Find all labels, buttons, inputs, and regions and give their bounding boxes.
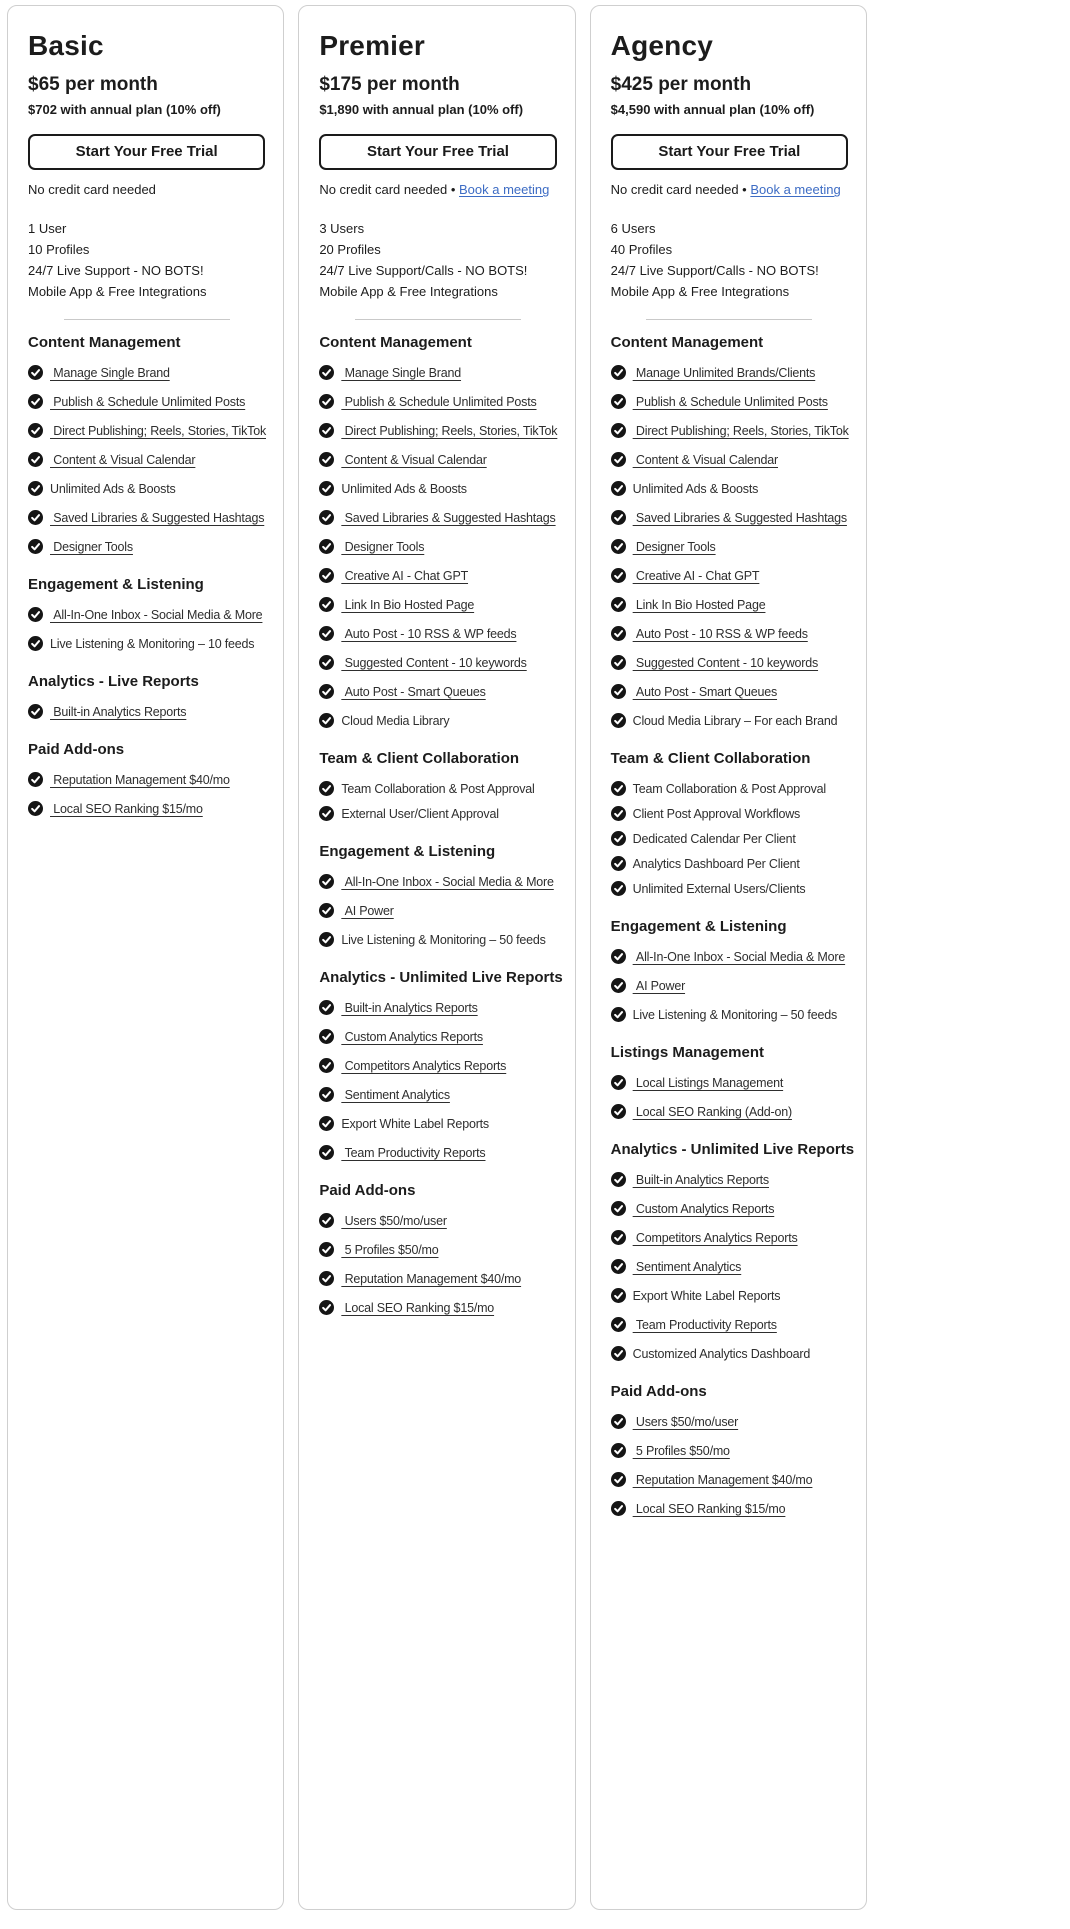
check-circle-icon (611, 1443, 626, 1458)
no-credit-card-text: No credit card needed • (319, 182, 460, 197)
check-circle-icon (319, 481, 334, 496)
feature-item (319, 932, 556, 947)
feature-link[interactable]: Direct Publishing; Reels, Stories, TikTok (632, 423, 849, 438)
divider (355, 319, 521, 320)
feature-link[interactable]: Saved Libraries & Suggested Hashtags (632, 510, 847, 525)
check-circle-icon (611, 978, 626, 993)
feature-item (611, 1201, 848, 1216)
check-circle-icon (611, 394, 626, 409)
feature-link[interactable]: Built-in Analytics Reports (50, 704, 187, 719)
feature-link[interactable]: Content & Visual Calendar (50, 452, 196, 467)
check-circle-icon (28, 801, 43, 816)
check-circle-icon (319, 684, 334, 699)
feature-section (319, 969, 563, 1160)
check-circle-icon (319, 365, 334, 380)
section-title: Engagement & Listening (319, 843, 496, 860)
feature-link[interactable]: Custom Analytics Reports (341, 1029, 483, 1044)
feature-item (28, 607, 265, 622)
feature-item (28, 481, 265, 496)
check-circle-icon (319, 713, 334, 728)
section-title: Engagement & Listening (610, 918, 787, 935)
feature-section (611, 750, 848, 896)
check-circle-icon (28, 394, 43, 409)
feature-link[interactable]: Team Productivity Reports (341, 1145, 486, 1160)
check-circle-icon (611, 481, 626, 496)
check-circle-icon (611, 781, 626, 796)
feature-link[interactable]: Publish & Schedule Unlimited Posts (341, 394, 537, 409)
no-credit-card-text: No credit card needed (28, 182, 156, 197)
no-credit-card-text: No credit card needed • (610, 182, 751, 197)
feature-link[interactable]: AI Power (632, 978, 686, 993)
feature-item (611, 510, 848, 525)
check-circle-icon (611, 831, 626, 846)
plan-highlight: 1 User (28, 221, 67, 236)
plan-highlight: 10 Profiles (28, 242, 90, 257)
section-title: Content Management (610, 334, 764, 351)
section-title: Listings Management (610, 1044, 765, 1061)
feature-text: Dedicated Calendar Per Client (632, 831, 796, 846)
feature-section (611, 334, 848, 728)
book-a-meeting-link[interactable]: Book a meeting (459, 182, 550, 197)
plan-highlight: 3 Users (319, 221, 365, 236)
feature-link[interactable]: Local SEO Ranking $15/mo (50, 801, 203, 816)
check-circle-icon (319, 1213, 334, 1228)
start-free-trial-button[interactable]: Start Your Free Trial (611, 134, 848, 170)
feature-item (611, 1414, 848, 1429)
feature-text: Team Collaboration & Post Approval (632, 781, 826, 796)
check-circle-icon (611, 1317, 626, 1332)
check-circle-icon (611, 1172, 626, 1187)
feature-item (611, 856, 848, 871)
section-title: Team & Client Collaboration (319, 750, 520, 767)
check-circle-icon (611, 1104, 626, 1119)
feature-item (611, 881, 848, 896)
feature-text: Cloud Media Library (341, 713, 450, 728)
check-circle-icon (611, 856, 626, 871)
check-circle-icon (28, 607, 43, 622)
plan-monthly-price: $425 per month (610, 74, 752, 95)
feature-item (319, 806, 556, 821)
feature-section (611, 918, 848, 1022)
check-circle-icon (611, 806, 626, 821)
check-circle-icon (319, 932, 334, 947)
feature-item (319, 781, 556, 796)
feature-link[interactable]: Manage Single Brand (50, 365, 170, 380)
check-circle-icon (28, 539, 43, 554)
feature-item (319, 1116, 556, 1131)
feature-link[interactable]: Content & Visual Calendar (632, 452, 779, 467)
start-free-trial-button[interactable]: Start Your Free Trial (319, 134, 556, 170)
feature-link[interactable]: 5 Profiles $50/mo (341, 1242, 439, 1257)
feature-item (611, 1472, 848, 1487)
check-circle-icon (319, 1116, 334, 1131)
check-circle-icon (319, 1029, 334, 1044)
feature-item (611, 978, 848, 993)
feature-link[interactable]: Auto Post - Smart Queues (632, 684, 778, 699)
feature-item (611, 626, 848, 641)
feature-item (611, 949, 848, 964)
feature-link[interactable]: Sentiment Analytics (632, 1259, 742, 1274)
feature-item (611, 1443, 848, 1458)
check-circle-icon (319, 655, 334, 670)
feature-link[interactable]: Reputation Management $40/mo (50, 772, 230, 787)
feature-item (319, 452, 556, 467)
feature-link[interactable]: 5 Profiles $50/mo (632, 1443, 730, 1458)
feature-section (319, 1182, 556, 1315)
feature-text: Export White Label Reports (632, 1288, 781, 1303)
check-circle-icon (319, 1087, 334, 1102)
feature-item (319, 568, 556, 583)
check-circle-icon (319, 1300, 334, 1315)
feature-item (319, 597, 556, 612)
feature-item (611, 806, 848, 821)
feature-link[interactable]: Local SEO Ranking $15/mo (632, 1501, 786, 1516)
check-circle-icon (611, 1230, 626, 1245)
pricing-table (7, 5, 867, 1910)
feature-text: Team Collaboration & Post Approval (341, 781, 535, 796)
feature-item (611, 568, 848, 583)
feature-text: Unlimited Ads & Boosts (50, 481, 176, 496)
feature-item (611, 1172, 848, 1187)
plan-card-agency (590, 5, 867, 1910)
feature-link[interactable]: Link In Bio Hosted Page (341, 597, 475, 612)
plan-highlights (319, 218, 556, 302)
feature-item (319, 684, 556, 699)
feature-section (319, 843, 556, 947)
plan-monthly-price: $175 per month (319, 74, 460, 95)
feature-link[interactable]: Auto Post - 10 RSS & WP feeds (632, 626, 808, 641)
feature-text: Live Listening & Monitoring – 10 feeds (50, 636, 255, 651)
feature-link[interactable]: Content & Visual Calendar (341, 452, 487, 467)
feature-item (319, 1242, 556, 1257)
check-circle-icon (319, 1058, 334, 1073)
section-title: Paid Add-ons (28, 741, 125, 758)
feature-item (28, 394, 265, 409)
feature-text: Live Listening & Monitoring – 50 feeds (632, 1007, 837, 1022)
feature-link[interactable]: Local SEO Ranking (Add-on) (632, 1104, 792, 1119)
trial-note (611, 182, 848, 197)
feature-link[interactable]: Saved Libraries & Suggested Hashtags (50, 510, 265, 525)
feature-link[interactable]: Auto Post - 10 RSS & WP feeds (341, 626, 517, 641)
check-circle-icon (28, 704, 43, 719)
feature-link[interactable]: Users $50/mo/user (632, 1414, 739, 1429)
feature-link[interactable]: All-In-One Inbox - Social Media & More (341, 874, 554, 889)
check-circle-icon (611, 881, 626, 896)
feature-item (319, 423, 556, 438)
feature-link[interactable]: Custom Analytics Reports (632, 1201, 775, 1216)
feature-item (319, 903, 556, 918)
feature-link[interactable]: Reputation Management $40/mo (341, 1271, 522, 1286)
feature-item (319, 394, 556, 409)
feature-link[interactable]: Competitors Analytics Reports (632, 1230, 798, 1245)
trial-note (319, 182, 556, 197)
feature-item (611, 831, 848, 846)
feature-item (611, 1501, 848, 1516)
check-circle-icon (611, 1501, 626, 1516)
feature-link[interactable]: Manage Single Brand (341, 365, 462, 380)
feature-sections (610, 334, 855, 1516)
check-circle-icon (611, 568, 626, 583)
feature-item (319, 1145, 556, 1160)
check-circle-icon (611, 1075, 626, 1090)
feature-item (319, 1029, 556, 1044)
check-circle-icon (319, 394, 334, 409)
feature-item (319, 713, 556, 728)
feature-item (28, 801, 265, 816)
feature-item (319, 1300, 556, 1315)
feature-item (611, 394, 848, 409)
check-circle-icon (611, 655, 626, 670)
feature-item (611, 423, 848, 438)
feature-item (28, 423, 265, 438)
plan-highlight: 24/7 Live Support/Calls - NO BOTS! (610, 263, 819, 278)
feature-section (319, 334, 556, 728)
check-circle-icon (611, 713, 626, 728)
check-circle-icon (611, 1007, 626, 1022)
feature-item (319, 1087, 556, 1102)
feature-link[interactable]: Reputation Management $40/mo (632, 1472, 813, 1487)
feature-item (28, 772, 265, 787)
plan-card-basic (7, 5, 284, 1910)
section-title: Paid Add-ons (610, 1383, 707, 1400)
feature-item (319, 1213, 556, 1228)
feature-section (611, 1383, 848, 1516)
check-circle-icon (319, 597, 334, 612)
check-circle-icon (611, 539, 626, 554)
feature-section (28, 673, 265, 719)
feature-item (319, 655, 556, 670)
feature-link[interactable]: AI Power (341, 903, 394, 918)
check-circle-icon (611, 684, 626, 699)
feature-item (611, 781, 848, 796)
feature-item (28, 365, 265, 380)
feature-text: External User/Client Approval (341, 806, 499, 821)
feature-item (319, 1000, 556, 1015)
feature-sections (319, 334, 563, 1315)
check-circle-icon (28, 510, 43, 525)
feature-link[interactable]: Direct Publishing; Reels, Stories, TikTok (341, 423, 558, 438)
check-circle-icon (319, 903, 334, 918)
check-circle-icon (611, 1259, 626, 1274)
feature-link[interactable]: Built-in Analytics Reports (341, 1000, 478, 1015)
feature-link[interactable]: Creative AI - Chat GPT (341, 568, 469, 583)
check-circle-icon (319, 568, 334, 583)
plan-annual-price: $4,590 with annual plan (10% off) (610, 102, 815, 117)
section-title: Analytics - Unlimited Live Reports (319, 969, 563, 986)
plan-highlight: 20 Profiles (319, 242, 381, 257)
feature-section (28, 334, 265, 554)
section-title: Team & Client Collaboration (610, 750, 811, 767)
plan-annual-price: $702 with annual plan (10% off) (28, 102, 221, 117)
divider (646, 319, 812, 320)
section-title: Content Management (28, 334, 181, 351)
feature-item (28, 510, 265, 525)
plan-highlight: Mobile App & Free Integrations (610, 284, 790, 299)
feature-item (611, 1288, 848, 1303)
plan-highlight: 24/7 Live Support/Calls - NO BOTS! (319, 263, 528, 278)
feature-item (611, 1007, 848, 1022)
check-circle-icon (28, 636, 43, 651)
check-circle-icon (319, 423, 334, 438)
check-circle-icon (319, 781, 334, 796)
section-title: Engagement & Listening (28, 576, 204, 593)
plan-monthly-price: $65 per month (28, 74, 158, 95)
check-circle-icon (28, 452, 43, 467)
plan-title: Premier (319, 30, 426, 61)
check-circle-icon (611, 626, 626, 641)
plan-highlights (611, 218, 848, 302)
check-circle-icon (611, 1288, 626, 1303)
check-circle-icon (611, 949, 626, 964)
check-circle-icon (319, 510, 334, 525)
feature-link[interactable]: Users $50/mo/user (341, 1213, 447, 1228)
feature-section (610, 1141, 855, 1361)
feature-item (611, 713, 848, 728)
feature-text: Customized Analytics Dashboard (632, 1346, 811, 1361)
plan-title: Agency (610, 30, 714, 61)
plan-annual-price: $1,890 with annual plan (10% off) (319, 102, 524, 117)
check-circle-icon (611, 1472, 626, 1487)
check-circle-icon (319, 1242, 334, 1257)
feature-link[interactable]: Team Productivity Reports (632, 1317, 777, 1332)
check-circle-icon (28, 481, 43, 496)
feature-sections (28, 334, 265, 816)
feature-item (319, 1271, 556, 1286)
feature-link[interactable]: Direct Publishing; Reels, Stories, TikTok (50, 423, 266, 438)
check-circle-icon (28, 423, 43, 438)
feature-link[interactable]: Publish & Schedule Unlimited Posts (50, 394, 246, 409)
feature-item (611, 597, 848, 612)
plan-highlight: Mobile App & Free Integrations (319, 284, 498, 299)
feature-link[interactable]: All-In-One Inbox - Social Media & More (50, 607, 263, 622)
feature-link[interactable]: Competitors Analytics Reports (341, 1058, 507, 1073)
feature-text: Live Listening & Monitoring – 50 feeds (341, 932, 546, 947)
section-title: Analytics - Live Reports (28, 673, 199, 690)
feature-item (319, 1058, 556, 1073)
plan-highlights (28, 218, 265, 302)
feature-item (611, 1346, 848, 1361)
check-circle-icon (319, 806, 334, 821)
feature-link[interactable]: Publish & Schedule Unlimited Posts (632, 394, 828, 409)
feature-link[interactable]: Creative AI - Chat GPT (632, 568, 760, 583)
feature-item (611, 481, 848, 496)
feature-item (319, 626, 556, 641)
plan-title: Basic (28, 30, 104, 61)
feature-link[interactable]: Sentiment Analytics (341, 1087, 450, 1102)
feature-link[interactable]: All-In-One Inbox - Social Media & More (632, 949, 846, 964)
feature-link[interactable]: Designer Tools (341, 539, 425, 554)
feature-item (319, 874, 556, 889)
plan-highlight: 40 Profiles (610, 242, 673, 257)
feature-link[interactable]: Built-in Analytics Reports (632, 1172, 769, 1187)
feature-link[interactable]: Saved Libraries & Suggested Hashtags (341, 510, 556, 525)
check-circle-icon (611, 365, 626, 380)
book-a-meeting-link[interactable]: Book a meeting (750, 182, 841, 197)
check-circle-icon (319, 626, 334, 641)
check-circle-icon (611, 1414, 626, 1429)
feature-item (611, 1104, 848, 1119)
section-title: Paid Add-ons (319, 1182, 416, 1199)
feature-section (28, 576, 265, 651)
check-circle-icon (611, 1201, 626, 1216)
feature-item (28, 704, 265, 719)
trial-note (28, 182, 265, 197)
divider (64, 319, 230, 320)
feature-text: Unlimited External Users/Clients (632, 881, 806, 896)
feature-text: Unlimited Ads & Boosts (341, 481, 467, 496)
check-circle-icon (611, 597, 626, 612)
feature-item (611, 365, 848, 380)
feature-text: Client Post Approval Workflows (632, 806, 801, 821)
feature-item (319, 365, 556, 380)
feature-item (611, 1230, 848, 1245)
feature-item (28, 539, 265, 554)
plan-highlight: Mobile App & Free Integrations (28, 284, 207, 299)
plan-card-premier (298, 5, 575, 1910)
check-circle-icon (28, 772, 43, 787)
feature-link[interactable]: Local Listings Management (632, 1075, 784, 1090)
feature-link[interactable]: Designer Tools (632, 539, 716, 554)
check-circle-icon (611, 1346, 626, 1361)
feature-item (319, 481, 556, 496)
check-circle-icon (319, 874, 334, 889)
feature-item (611, 684, 848, 699)
check-circle-icon (319, 452, 334, 467)
feature-item (611, 452, 848, 467)
check-circle-icon (611, 423, 626, 438)
feature-item (28, 636, 265, 651)
feature-text: Cloud Media Library – For each Brand (632, 713, 838, 728)
feature-link[interactable]: Link In Bio Hosted Page (632, 597, 766, 612)
feature-item (611, 655, 848, 670)
feature-section (611, 1044, 848, 1119)
check-circle-icon (319, 1145, 334, 1160)
check-circle-icon (611, 510, 626, 525)
check-circle-icon (28, 365, 43, 380)
start-free-trial-button[interactable]: Start Your Free Trial (28, 134, 265, 170)
feature-link[interactable]: Suggested Content - 10 keywords (632, 655, 819, 670)
plan-highlight: 6 Users (610, 221, 656, 236)
check-circle-icon (319, 539, 334, 554)
section-title: Analytics - Unlimited Live Reports (610, 1141, 855, 1158)
feature-item (319, 539, 556, 554)
feature-section (28, 741, 265, 816)
feature-text: Unlimited Ads & Boosts (632, 481, 759, 496)
feature-item (28, 452, 265, 467)
feature-link[interactable]: Designer Tools (50, 539, 133, 554)
check-circle-icon (319, 1000, 334, 1015)
feature-link[interactable]: Local SEO Ranking $15/mo (341, 1300, 495, 1315)
feature-item (611, 1259, 848, 1274)
feature-link[interactable]: Suggested Content - 10 keywords (341, 655, 527, 670)
feature-text: Export White Label Reports (341, 1116, 489, 1131)
check-circle-icon (319, 1271, 334, 1286)
section-title: Content Management (319, 334, 472, 351)
feature-link[interactable]: Manage Unlimited Brands/Clients (632, 365, 816, 380)
feature-text: Analytics Dashboard Per Client (632, 856, 800, 871)
feature-item (611, 1075, 848, 1090)
feature-link[interactable]: Auto Post - Smart Queues (341, 684, 486, 699)
check-circle-icon (611, 452, 626, 467)
feature-section (319, 750, 556, 821)
plan-highlight: 24/7 Live Support - NO BOTS! (28, 263, 204, 278)
feature-item (611, 1317, 848, 1332)
feature-item (319, 510, 556, 525)
feature-item (611, 539, 848, 554)
